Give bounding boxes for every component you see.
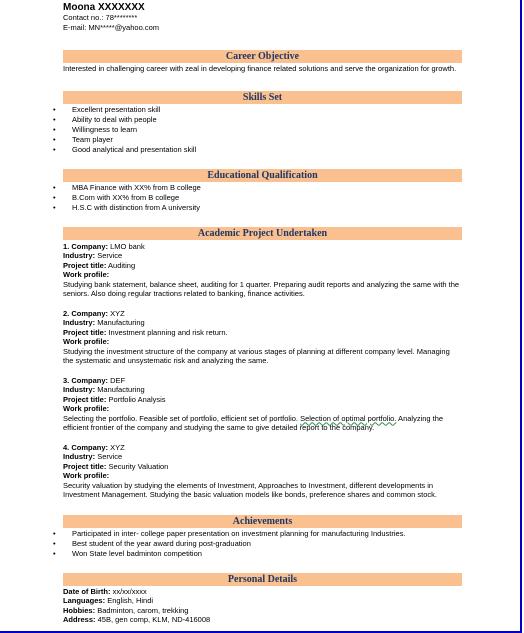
project-company: LMO bank — [110, 241, 145, 251]
contact-label: Contact no.: — [63, 13, 104, 22]
project-title: Portfolio Analysis — [108, 394, 166, 404]
dob-row: Date of Birth: xx/xx/xxxx — [63, 586, 147, 596]
address-value: 45B, gen comp, KLM, ND-416008 — [97, 615, 211, 624]
project-description: Studying the investment structure of the company at various stages of planning at different company level. Managing the systematic and unsystematic risk and analyzing the same. — [63, 346, 450, 365]
dob-value: xx/xx/xxxx — [112, 586, 147, 596]
resume-content — [63, 0, 462, 625]
skills-list — [63, 105, 462, 155]
list-item: • Excellent presentation skill — [63, 105, 462, 115]
project-title: Investment planning and risk return. — [108, 327, 228, 337]
projects-heading: Academic Project Undertaken — [63, 227, 462, 240]
list-item: • Participated in inter- college paper presentation on investment planning for manufacturing Industries. — [63, 529, 462, 539]
personal-details-heading: Personal Details — [63, 573, 462, 586]
candidate-name: Moona XXXXXXX — [63, 2, 145, 13]
languages-row: Languages: English, Hindi — [63, 596, 154, 605]
project-industry: Service — [97, 251, 123, 260]
achievements-heading: Achievements — [63, 515, 462, 528]
achievements-list — [63, 529, 462, 559]
list-item: • MBA Finance with XX% from B college — [63, 183, 462, 193]
education-list — [63, 183, 462, 213]
list-item: • H.S.C with distinction from A university — [63, 203, 462, 213]
project-industry: Manufacturing — [97, 385, 145, 394]
email-value: MN*****@yahoo.com — [88, 22, 159, 32]
project-entry: 1. Company: LMO bank Industry: Service Project title: Auditing Work profile: Studying bank statement, balance sheet, auditing for 1 quarter. Preparing audit reports and analyzing the same with the seniors. Also doing regular tractions related to banking, finance activities. — [63, 242, 462, 299]
project-industry: Service — [97, 452, 123, 461]
project-title: Auditing — [108, 260, 136, 270]
project-description: Security valuation by studying the elements of Investment, Approaches to Investment, different developments in Investment Management. Studying the basic valuation models like bonds, preference shares and common stock. — [63, 480, 437, 499]
languages-value: English, Hindi — [107, 596, 154, 605]
list-item: • Willingness to learn — [63, 125, 462, 135]
project-company: DEF — [110, 375, 126, 385]
project-entry: 2. Company: XYZ Industry: Manufacturing Project title: Investment planning and risk return. Work profile: Studying the investment structure of the company at various stages of planning at different company level. Managing the systematic and unsystematic risk and analyzing the same. — [63, 309, 462, 366]
project-description: Studying bank statement, balance sheet, auditing for 1 quarter. Preparing audit reports and analyzing the same with the seniors. Also doing regular tractions related to banking, finance activities. — [63, 279, 460, 298]
project-description: Selecting the portfolio. Feasible set of portfolio, efficient set of portfolio. Selection of optimal portfolio. Analyzing the efficient frontier of the company and studying the same to give detailed report to the company. — [63, 413, 444, 432]
email-label: E-mail: — [63, 22, 87, 32]
list-item: • Team player — [63, 135, 462, 145]
spellcheck-underlined-text: Selection of optimal portfolio. — [300, 413, 397, 423]
project-industry: Manufacturing — [97, 318, 145, 327]
skills-heading: Skills Set — [63, 91, 462, 104]
email-line — [63, 23, 462, 33]
address-row: Address: 45B, gen comp, KLM, ND-416008 — [63, 615, 211, 624]
list-item: • Good analytical and presentation skill — [63, 145, 462, 155]
education-heading: Educational Qualification — [63, 169, 462, 182]
career-objective-text: Interested in challenging career with zeal in developing finance related solutions and serve the organization for growth. — [63, 64, 457, 73]
hobbies-value: Badminton, carom, trekking — [97, 605, 189, 615]
contact-value: 78******** — [105, 13, 138, 22]
list-item: • Won State level badminton competition — [63, 549, 462, 559]
list-item: • B.Com with XX% from B college — [63, 193, 462, 203]
project-title: Security Valuation — [108, 461, 169, 471]
contact-line — [63, 13, 462, 23]
project-company: XYZ — [110, 308, 125, 318]
career-objective-heading: Career Objective — [63, 50, 462, 63]
hobbies-row: Hobbies: Badminton, carom, trekking — [63, 605, 189, 615]
project-entry: 4. Company: XYZ Industry: Service Project title: Security Valuation Work profile: Security valuation by studying the elements of Investment, Approaches to Investment, different developments in Investment Management. Studying the basic valuation models like bonds, preference shares and common stock. — [63, 443, 462, 500]
list-item: • Best student of the year award during post-graduation — [63, 539, 462, 549]
project-company: XYZ — [110, 442, 125, 452]
project-entry: 3. Company: DEF Industry: Manufacturing Project title: Portfolio Analysis Work profile: Selecting the portfolio. Feasible set of portfolio, efficient set of portfolio. Selection of optimal portfolio. Analyzing the efficient frontier of the company and studying the same to give detailed report to the company. — [63, 376, 462, 433]
list-item: • Ability to deal with people — [63, 115, 462, 125]
